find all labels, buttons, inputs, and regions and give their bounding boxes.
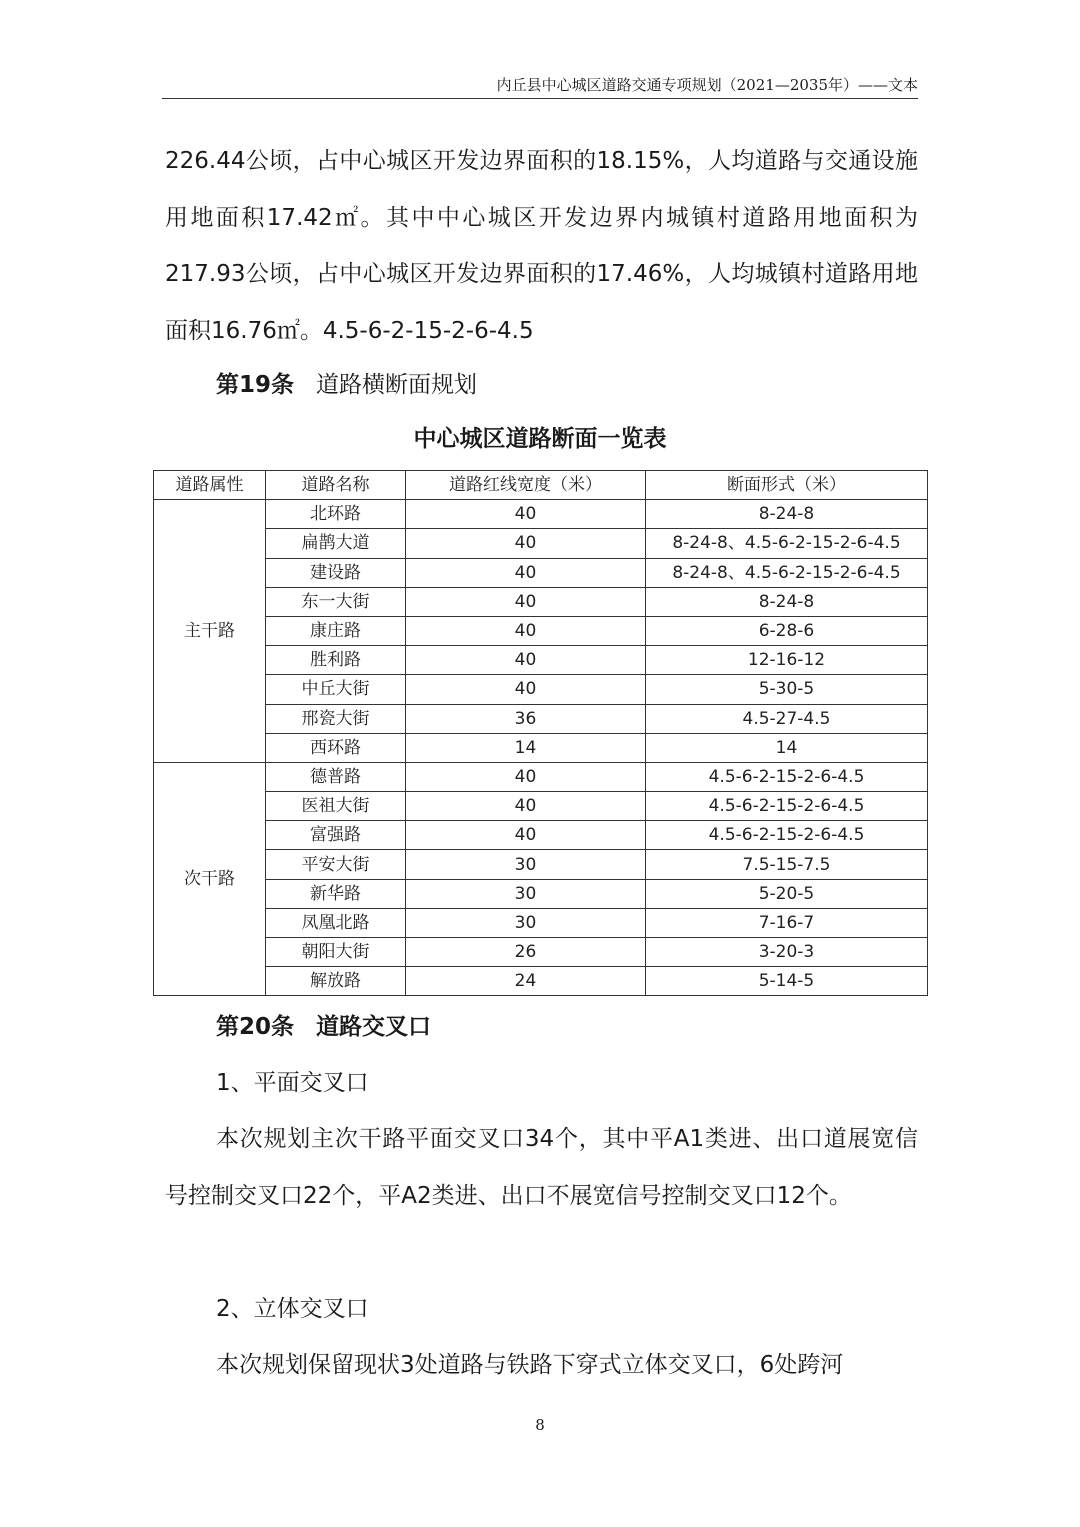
category-cell: 次干路 (154, 762, 266, 996)
section-cell: 5-20-5 (646, 879, 928, 908)
table-row (154, 938, 928, 967)
width-cell: 40 (406, 500, 646, 529)
article-number: 第19条 (216, 372, 295, 398)
width-cell: 30 (406, 908, 646, 937)
section-cell: 8-24-8 (646, 587, 928, 616)
section-cell: 4.5-6-2-15-2-6-4.5 (646, 762, 928, 791)
section-cell: 3-20-3 (646, 938, 928, 967)
road-name-cell: 朝阳大街 (266, 938, 406, 967)
width-cell: 30 (406, 879, 646, 908)
running-header (162, 74, 918, 99)
road-name-cell: 东一大街 (266, 587, 406, 616)
body-paragraph: 本次规划保留现状3处道路与铁路下穿式立体交叉口，6处跨河 (216, 1352, 844, 1378)
table-row (154, 558, 928, 587)
article-title: 道路交叉口 (316, 1014, 432, 1040)
section-cell: 4.5-6-2-15-2-6-4.5 (646, 792, 928, 821)
section-cell: 14 (646, 733, 928, 762)
road-name-cell: 德普路 (266, 762, 406, 791)
subsection-heading: 1、平面交叉口 (216, 1070, 369, 1096)
road-name-cell: 康庄路 (266, 616, 406, 645)
road-name-cell: 平安大街 (266, 850, 406, 879)
section-cell: 8-24-8、4.5-6-2-15-2-6-4.5 (646, 529, 928, 558)
header-title: 内丘县中心城区道路交通专项规划（2021—2035年）——文本 (496, 76, 918, 94)
table-row (154, 821, 928, 850)
table-header-row (154, 471, 928, 500)
article-20-heading (216, 1012, 431, 1042)
column-header: 道路名称 (266, 471, 406, 500)
width-cell: 40 (406, 675, 646, 704)
width-cell: 40 (406, 762, 646, 791)
road-name-cell: 建设路 (266, 558, 406, 587)
body-paragraph: 226.44公顷，占中心城区开发边界面积的18.15%，人均道路与交通设施用地面积17.42㎡。其中中心城区开发边界内城镇村道路用地面积为217.93公顷，占中心城区开发边界面积的17.46%，人均城镇村道路用地面积16.76㎡。4.5-6-2-15-2-6-4.5 (165, 148, 918, 344)
body-paragraph: 本次规划主次干路平面交叉口34个，其中平A1类进、出口道展宽信号控制交叉口22个，平A2类进、出口不展宽信号控制交叉口12个。 (165, 1126, 918, 1209)
width-cell: 40 (406, 529, 646, 558)
table-row (154, 762, 928, 791)
road-name-cell: 解放路 (266, 967, 406, 996)
category-cell: 主干路 (154, 500, 266, 763)
width-cell: 26 (406, 938, 646, 967)
road-section-table (153, 470, 928, 996)
road-name-cell: 中丘大街 (266, 675, 406, 704)
width-cell: 36 (406, 704, 646, 733)
section-cell: 7.5-15-7.5 (646, 850, 928, 879)
column-header: 断面形式（米） (646, 471, 928, 500)
table-row (154, 850, 928, 879)
table-row (154, 675, 928, 704)
table-row (154, 967, 928, 996)
table-row (154, 587, 928, 616)
table-title: 中心城区道路断面一览表 (413, 426, 667, 452)
section-cell: 6-28-6 (646, 616, 928, 645)
road-name-cell: 富强路 (266, 821, 406, 850)
article-title: 道路横断面规划 (316, 372, 478, 398)
table-row (154, 529, 928, 558)
column-header: 道路红线宽度（米） (406, 471, 646, 500)
table-row (154, 500, 928, 529)
table-row (154, 879, 928, 908)
section-cell: 8-24-8 (646, 500, 928, 529)
page-number: 8 (535, 1416, 545, 1434)
road-name-cell: 新华路 (266, 879, 406, 908)
width-cell: 40 (406, 821, 646, 850)
article-19-heading (216, 370, 477, 400)
road-name-cell: 医祖大街 (266, 792, 406, 821)
column-header: 道路属性 (154, 471, 266, 500)
width-cell: 24 (406, 967, 646, 996)
road-name-cell: 北环路 (266, 500, 406, 529)
section-cell: 7-16-7 (646, 908, 928, 937)
width-cell: 40 (406, 616, 646, 645)
section-cell: 8-24-8、4.5-6-2-15-2-6-4.5 (646, 558, 928, 587)
road-name-cell: 胜利路 (266, 646, 406, 675)
section-cell: 4.5-27-4.5 (646, 704, 928, 733)
section-cell: 5-30-5 (646, 675, 928, 704)
table-row (154, 704, 928, 733)
table-row (154, 733, 928, 762)
road-name-cell: 邢瓷大街 (266, 704, 406, 733)
table-row (154, 616, 928, 645)
table-row (154, 908, 928, 937)
section-cell: 4.5-6-2-15-2-6-4.5 (646, 821, 928, 850)
width-cell: 40 (406, 558, 646, 587)
road-name-cell: 扁鹊大道 (266, 529, 406, 558)
article-number: 第20条 (216, 1014, 295, 1040)
road-name-cell: 凤凰北路 (266, 908, 406, 937)
width-cell: 40 (406, 587, 646, 616)
table-row (154, 646, 928, 675)
subsection-heading: 2、立体交叉口 (216, 1296, 369, 1322)
section-cell: 12-16-12 (646, 646, 928, 675)
width-cell: 40 (406, 792, 646, 821)
section-cell: 5-14-5 (646, 967, 928, 996)
road-name-cell: 西环路 (266, 733, 406, 762)
table-row (154, 792, 928, 821)
width-cell: 30 (406, 850, 646, 879)
width-cell: 14 (406, 733, 646, 762)
width-cell: 40 (406, 646, 646, 675)
